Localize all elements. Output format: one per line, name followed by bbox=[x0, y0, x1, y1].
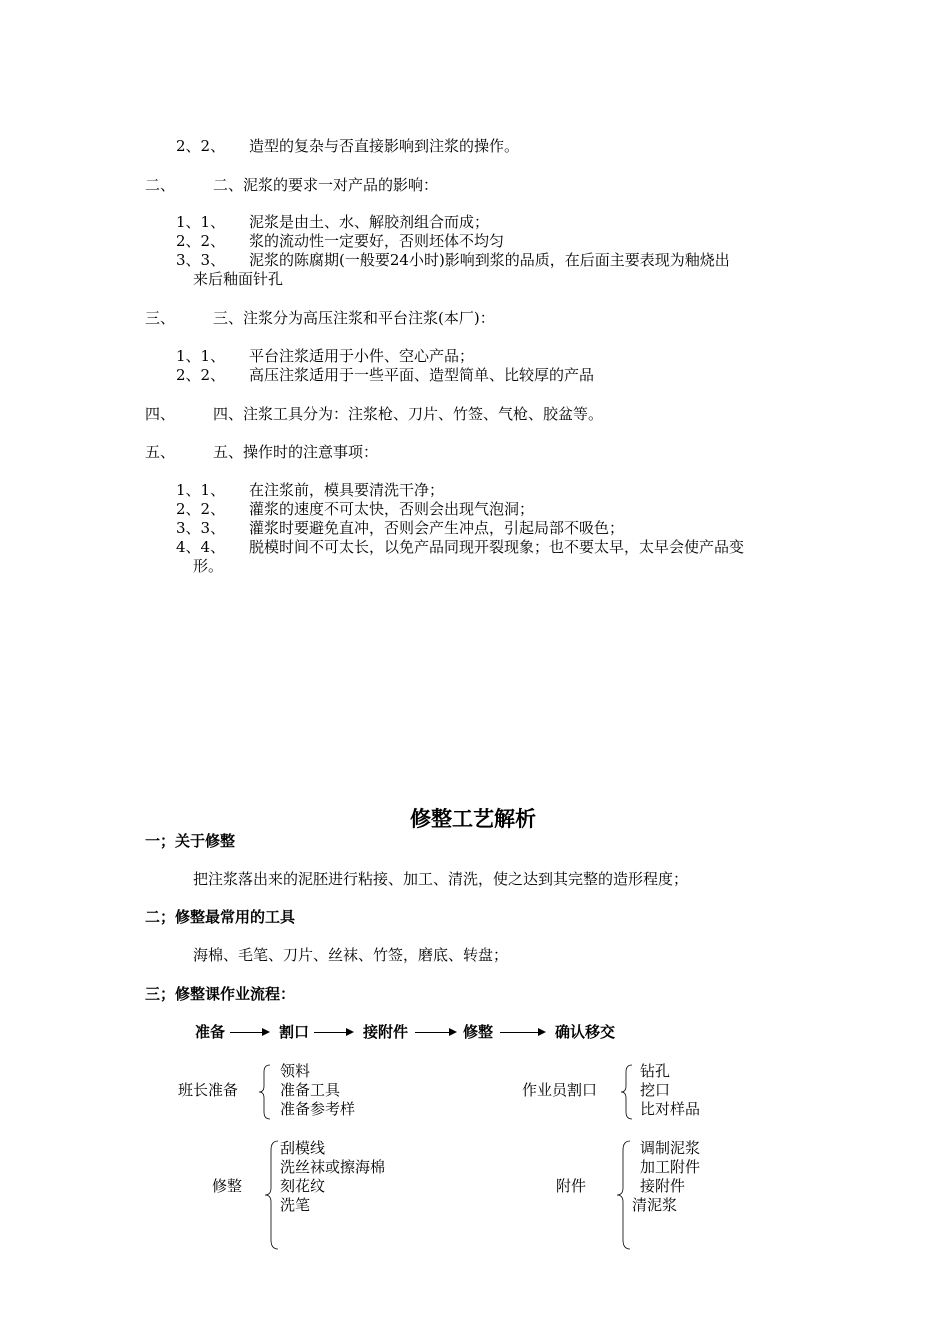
group-item: 调制泥浆 bbox=[640, 1139, 701, 1157]
section-heading: 三；修整课作业流程： bbox=[145, 985, 296, 1003]
item-text-continued: 形。 bbox=[193, 557, 224, 575]
paragraph: 把注浆落出来的泥胚进行粘接、加工、清洗，使之达到其完整的造形程度； bbox=[193, 870, 689, 888]
group-item: 领料 bbox=[280, 1062, 311, 1080]
item-text: 脱模时间不可太长，以免产品同现开裂现象；也不要太早，太早会使产品变 bbox=[249, 538, 745, 556]
item-text: 灌浆的速度不可太快，否则会出现气泡洞； bbox=[249, 500, 535, 518]
item-number: 2、2、 bbox=[176, 366, 226, 384]
item-text: 浆的流动性一定要好，否则坯体不均匀 bbox=[249, 232, 505, 250]
group-item: 加工附件 bbox=[640, 1158, 701, 1176]
section-number: 三、 bbox=[145, 309, 176, 327]
group-item: 比对样品 bbox=[640, 1100, 701, 1118]
group-item: 洗丝袜或擦海棉 bbox=[280, 1158, 386, 1176]
section-heading: 一；关于修整 bbox=[145, 832, 236, 850]
paragraph: 海棉、毛笔、刀片、丝袜、竹签，磨底、转盘； bbox=[193, 946, 509, 964]
flow-arrow bbox=[314, 1032, 352, 1033]
brace-icon bbox=[264, 1140, 280, 1250]
item-text: 平台注浆适用于小件、空心产品； bbox=[249, 347, 475, 365]
brace-icon bbox=[620, 1064, 634, 1120]
flow-step: 修整 bbox=[463, 1023, 494, 1041]
item-text: 泥浆是由土、水、解胶剂组合而成； bbox=[249, 213, 490, 231]
group-item: 洗笔 bbox=[280, 1196, 311, 1214]
group-item: 准备工具 bbox=[280, 1081, 341, 1099]
page-title: 修整工艺解析 bbox=[410, 807, 536, 831]
item-number: 1、1、 bbox=[176, 481, 226, 499]
item-number: 1、1、 bbox=[176, 213, 226, 231]
item-number: 3、3、 bbox=[176, 519, 226, 537]
section-heading: 二、泥浆的要求一对产品的影响： bbox=[213, 176, 439, 194]
item-number: 3、3、 bbox=[176, 251, 226, 269]
item-number: 4、4、 bbox=[176, 538, 226, 556]
section-number: 四、 bbox=[145, 405, 176, 423]
flow-step: 准备 bbox=[195, 1023, 226, 1041]
item-text: 灌浆时要避免直冲，否则会产生冲点，引起局部不吸色； bbox=[249, 519, 625, 537]
group-item: 接附件 bbox=[640, 1177, 686, 1195]
section-heading: 四、注浆工具分为：注浆枪、刀片、竹签、气枪、胶盆等。 bbox=[213, 405, 604, 423]
flow-arrow bbox=[230, 1032, 268, 1033]
group-item: 挖口 bbox=[640, 1081, 671, 1099]
group-label: 修整 bbox=[212, 1177, 243, 1195]
item-text: 泥浆的陈腐期(一般要24小时)影响到浆的品质，在后面主要表现为釉烧出 bbox=[249, 251, 730, 269]
group-item: 刮模线 bbox=[280, 1139, 326, 1157]
section-number: 二、 bbox=[145, 176, 176, 194]
section-heading: 二；修整最常用的工具 bbox=[145, 908, 296, 926]
flow-step: 割口 bbox=[279, 1023, 310, 1041]
group-item: 清泥浆 bbox=[632, 1196, 678, 1214]
item-text: 造型的复杂与否直接影响到注浆的操作。 bbox=[249, 137, 520, 155]
item-text: 高压注浆适用于一些平面、造型简单、比较厚的产品 bbox=[249, 366, 595, 384]
group-label: 附件 bbox=[556, 1177, 587, 1195]
section-heading: 五、操作时的注意事项： bbox=[213, 443, 379, 461]
item-number: 2、2、 bbox=[176, 137, 226, 155]
flow-step: 接附件 bbox=[363, 1023, 409, 1041]
item-number: 2、2、 bbox=[176, 232, 226, 250]
brace-icon bbox=[258, 1064, 272, 1120]
group-label: 作业员割口 bbox=[522, 1081, 598, 1099]
item-text-continued: 来后釉面针孔 bbox=[193, 270, 284, 288]
flow-arrow bbox=[415, 1032, 455, 1033]
group-item: 准备参考样 bbox=[280, 1100, 356, 1118]
group-item: 钻孔 bbox=[640, 1062, 671, 1080]
brace-icon bbox=[616, 1140, 632, 1250]
section-heading: 三、注浆分为高压注浆和平台注浆(本厂)： bbox=[213, 309, 495, 327]
flow-arrow bbox=[500, 1032, 544, 1033]
flow-step: 确认移交 bbox=[555, 1023, 616, 1041]
section-number: 五、 bbox=[145, 443, 176, 461]
group-label: 班长准备 bbox=[178, 1081, 239, 1099]
item-text: 在注浆前，模具要清洗干净； bbox=[249, 481, 445, 499]
item-number: 1、1、 bbox=[176, 347, 226, 365]
group-item: 刻花纹 bbox=[280, 1177, 326, 1195]
item-number: 2、2、 bbox=[176, 500, 226, 518]
